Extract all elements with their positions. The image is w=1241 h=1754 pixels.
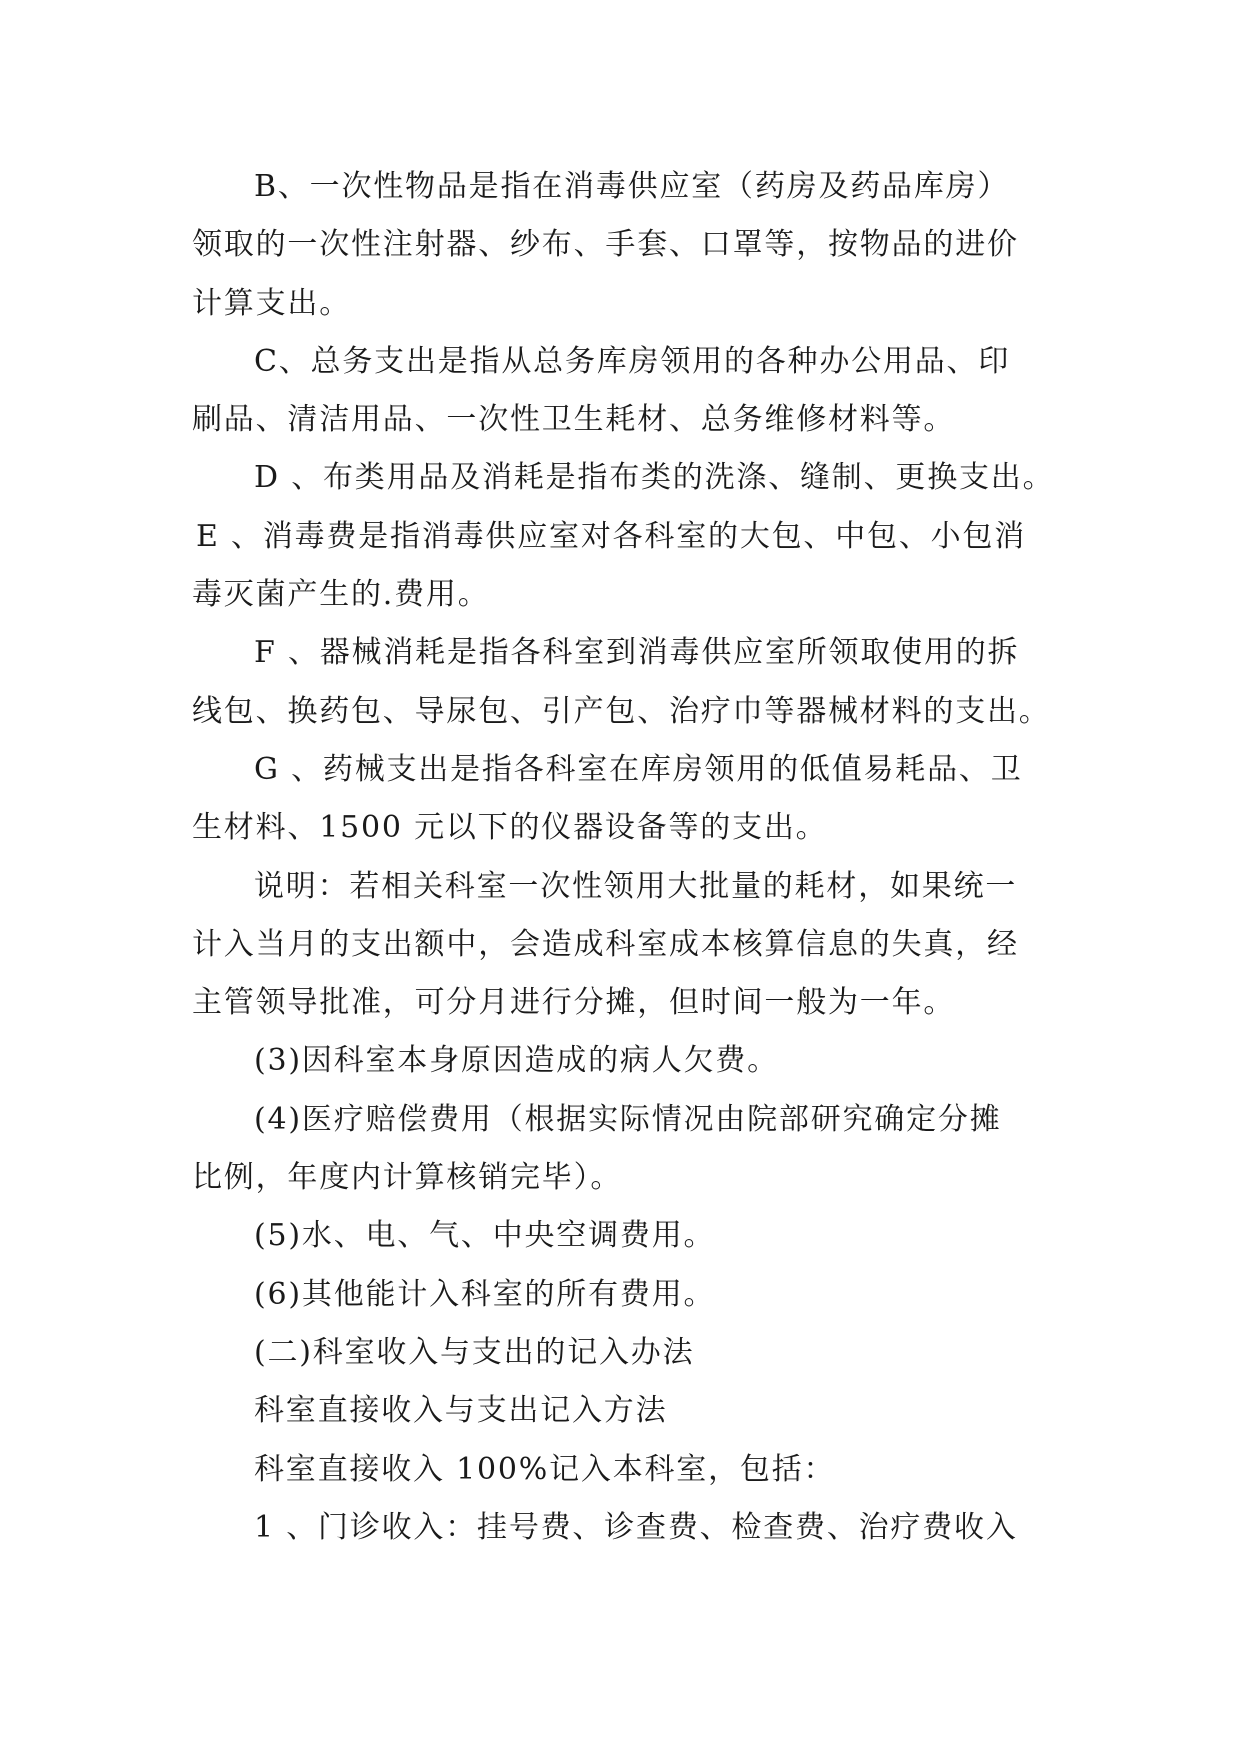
paragraph-line: F 、器械消耗是指各科室到消毒供应室所领取使用的拆 <box>254 635 1020 671</box>
paragraph-line: B、一次性物品是指在消毒供应室（药房及药品库房） <box>254 169 1010 204</box>
paragraph-line: 主管领导批准，可分月进行分摊，但时间一般为一年。 <box>192 985 956 1021</box>
paragraph-line: (4)医疗赔偿费用（根据实际情况由院部研究确定分摊 <box>254 1101 1002 1137</box>
paragraph-line: 计入当月的支出额中，会造成科室成本核算信息的失真，经 <box>192 926 1019 962</box>
paragraph-line: 科室直接收入与支出记入方法 <box>254 1393 668 1429</box>
paragraph-line: 线包、换药包、导尿包、引产包、治疗巾等器械材料的支出。 <box>192 693 1051 729</box>
paragraph-line: (5)水、电、气、中央空调费用。 <box>254 1218 716 1254</box>
paragraph-line: 领取的一次性注射器、纱布、手套、口罩等，按物品的进价 <box>192 227 1019 263</box>
paragraph-line: D 、布类用品及消耗是指布类的洗涤、缝制、更换支出。 <box>254 460 1055 496</box>
section-heading: (二)科室收入与支出的记入办法 <box>254 1334 695 1370</box>
paragraph-line: 比例，年度内计算核销完毕）。 <box>192 1160 623 1196</box>
document-body <box>192 158 1055 1557</box>
paragraph-line: E 、消毒费是指消毒供应室对各科室的大包、中包、小包消 <box>196 518 1027 554</box>
paragraph-line: 1 、门诊收入：挂号费、诊查费、检查费、治疗费收入 <box>254 1509 1018 1545</box>
paragraph-line: (3)因科室本身原因造成的病人欠费。 <box>254 1043 779 1079</box>
paragraph-line: G 、药械支出是指各科室在库房领用的低值易耗品、卫 <box>254 751 1023 787</box>
paragraph-line: 刷品、清洁用品、一次性卫生耗材、总务维修材料等。 <box>192 402 956 438</box>
paragraph-line: 毒灭菌产生的.费用。 <box>192 577 490 613</box>
paragraph-line: 生材料、1500 元以下的仪器设备等的支出。 <box>192 810 828 846</box>
paragraph-line: 科室直接收入 100%记入本科室，包括： <box>254 1451 836 1487</box>
paragraph-line: (6)其他能计入科室的所有费用。 <box>254 1276 716 1312</box>
paragraph-line: C、总务支出是指从总务库房领用的各种办公用品、印 <box>254 343 1011 379</box>
paragraph-line: 计算支出。 <box>192 285 351 321</box>
paragraph-line: 说明：若相关科室一次性领用大批量的耗材，如果统一 <box>254 868 1018 904</box>
